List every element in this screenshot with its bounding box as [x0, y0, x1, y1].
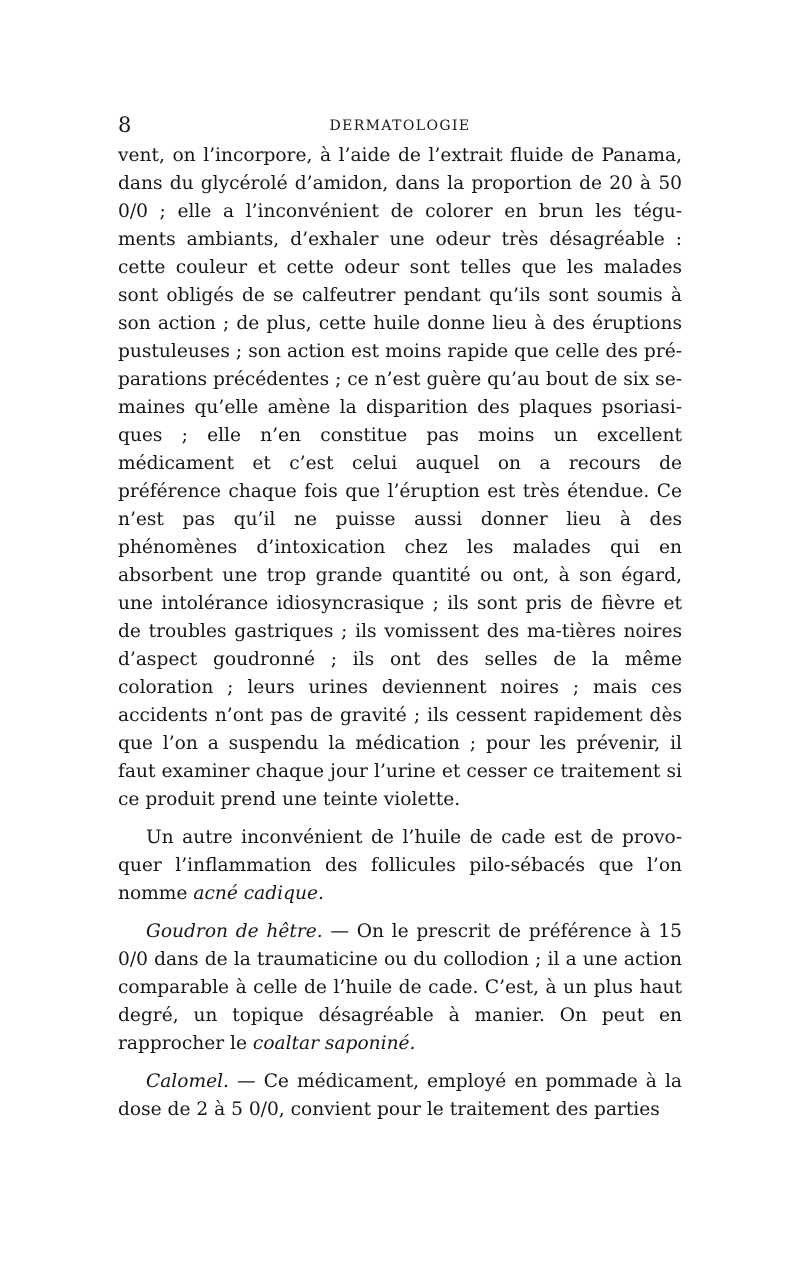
- book-page: [118, 112, 682, 1124]
- paragraph-text: — Ce médicament, employé en pommade à la dose de 2 à 5 0/0, convient pour le traitement des parties: [118, 1071, 682, 1120]
- paragraph-huile-de-cade-continuation: [118, 142, 682, 814]
- running-title: DERMATOLOGIE: [329, 118, 471, 134]
- paragraph-text: Un autre inconvénient de l’huile de cade est de provo-quer l’inflammation des follicules pilo-sébacés que l’on nomme: [118, 827, 682, 904]
- italic-term: acné cadique.: [193, 883, 324, 904]
- paragraph-text: vent, on l’incorpore, à l’aide de l’extrait fluide de Panama, dans du glycérolé d’amidon, dans la proportion de 20 à 50 0/0 ; elle a l’inconvénient de colorer en brun les tégu-ments ambiants, d’exhaler une odeur très désagréable : cette couleur et cette odeur sont telles que les malades sont obligés de se calfeutrer pendant qu’ils sont soumis à son action ; de plus, cette huile donne lieu à des éruptions pustuleuses ; son action est moins rapide que celle des pré-parations précédentes ; ce n’est guère qu’au bout de six se-maines qu’elle amène la disparition des plaques psoriasi-ques ; elle n’en constitue pas moins un excellent médicament et c’est celui auquel on a recours de préférence chaque fois que l’éruption est très étendue. Ce n’est pas qu’il ne puisse aussi donner lieu à des phénomènes d’intoxication chez les malades qui en absorbent une trop grande quantité ou ont, à son égard, une intolérance idiosyncrasique ; ils sont pris de fièvre et de troubles gastriques ; ils vomissent des ma-tières noires d’aspect goudronné ; ils ont des selles de la même coloration ; leurs urines deviennent noires ; mais ces accidents n’ont pas de gravité ; ils cessent rapidement dès que l’on a suspendu la médication ; pour les prévenir, il faut examiner chaque jour l’urine et cesser ce traitement si ce produit prend une teinte violette.: [118, 145, 682, 810]
- italic-term: coaltar saponiné.: [252, 1033, 416, 1054]
- page-number: 8: [118, 113, 132, 137]
- section-heading-italic: Goudron de hêtre.: [146, 921, 323, 942]
- paragraph-text: — On le prescrit de préférence à 15 0/0 dans de la traumaticine ou du collodion ; il a une action comparable à celle de l’huile de cade. C’est, à un plus haut degré, un topique désagréable à manier. On peut en rapprocher le: [118, 921, 682, 1054]
- paragraph-acne-cadique: [118, 824, 682, 908]
- paragraph-calomel: [118, 1068, 682, 1124]
- page-header: [118, 112, 682, 138]
- paragraph-goudron-de-hetre: [118, 918, 682, 1058]
- section-heading-italic: Calomel.: [146, 1071, 229, 1092]
